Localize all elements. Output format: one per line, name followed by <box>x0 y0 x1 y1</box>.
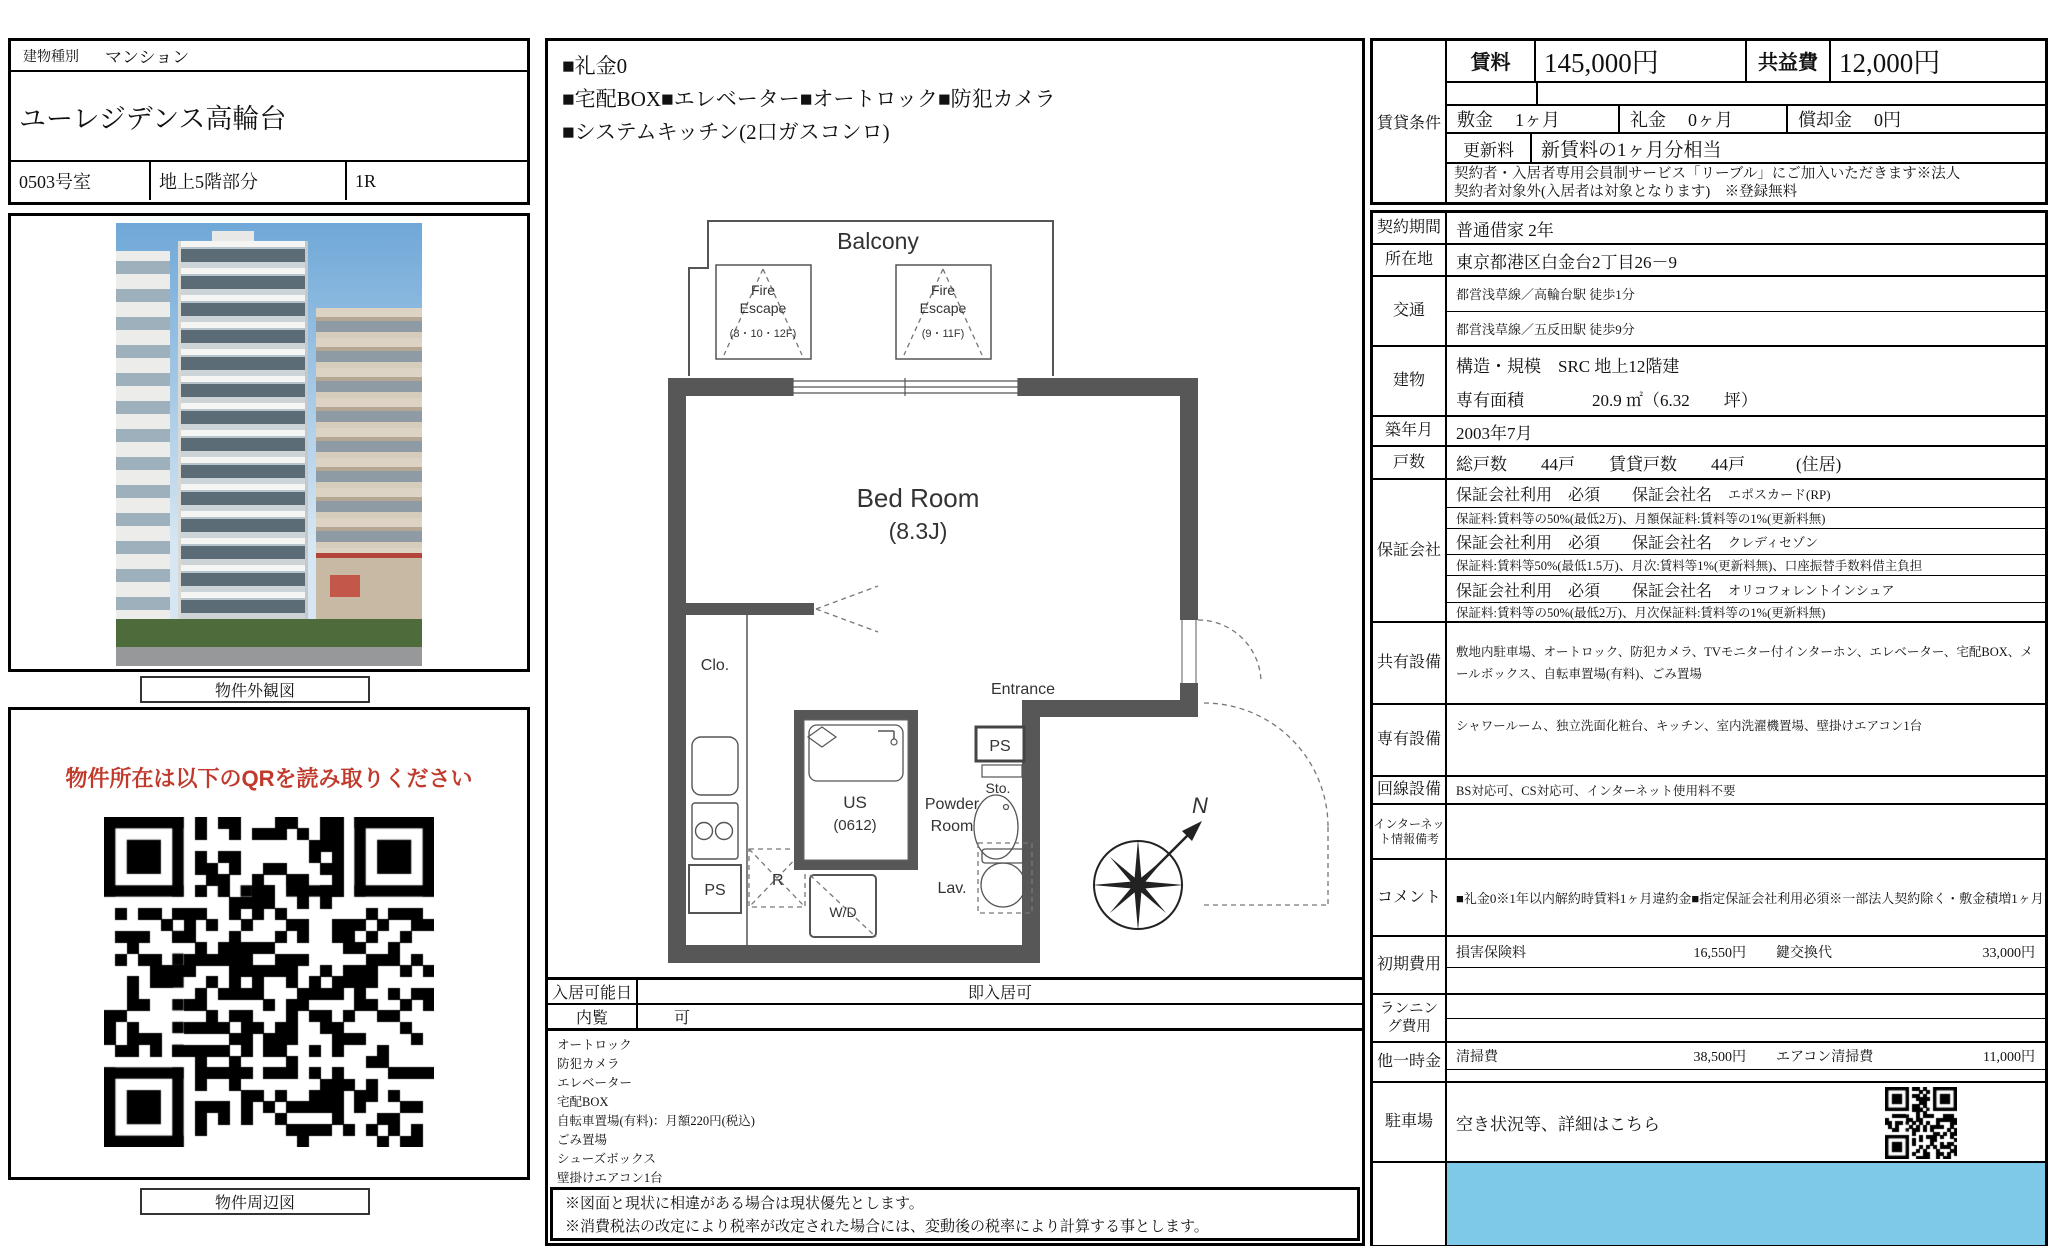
guarantor-3-company: オリコフォレントインシュア <box>1728 582 1895 598</box>
footnote-line: ※図面と現状に相違がある場合は現状優先とします。 <box>565 1196 924 1212</box>
private-facilities-label: 専有設備 <box>1373 705 1447 775</box>
highlight-cell <box>1447 1163 2045 1245</box>
svg-text:Lav.: Lav. <box>937 880 967 897</box>
common-fee-label: 共益費 <box>1747 41 1831 81</box>
initial-cost-row <box>1373 935 2045 993</box>
running-cost-blank-2 <box>1447 1018 2045 1042</box>
cleaning-label: 清掃費 <box>1456 1050 1498 1065</box>
window <box>793 378 1018 396</box>
building-type-row <box>11 41 527 72</box>
running-cost-blank-1 <box>1447 995 2045 1018</box>
building-structure: 構造・規模 SRC 地上12階建 <box>1456 356 1680 376</box>
shared-facilities-label: 共有設備 <box>1373 623 1447 703</box>
building-label: 建物 <box>1373 347 1447 415</box>
other-cost-items <box>1447 1043 2045 1069</box>
details-panel <box>1370 38 2048 1246</box>
rent-value: 145,000円 <box>1536 41 1747 81</box>
guarantor-1-main: 保証会社利用 必須 保証会社名 エポスカード(RP) <box>1447 480 2045 507</box>
viewing-row <box>548 1005 1362 1031</box>
washer-dryer <box>810 875 876 937</box>
deposit-label: 敷金 <box>1457 110 1493 131</box>
balcony-label: Balcony <box>837 228 919 254</box>
detail-table <box>1370 210 2048 1246</box>
photo-building-main <box>178 241 308 619</box>
svg-text:W/D: W/D <box>829 904 857 920</box>
built-date-label: 築年月 <box>1373 417 1447 445</box>
exterior-caption: 物件外観図 <box>140 676 370 703</box>
fire-escape-hatch-2 <box>896 265 991 359</box>
building-row <box>1373 345 2045 415</box>
photo-shop-sign <box>330 575 360 597</box>
viewing-value: 可 <box>674 1010 691 1027</box>
room-info-row <box>11 162 527 200</box>
storage-shelf <box>982 765 1022 777</box>
key-exchange-price: 33,000円 <box>1982 946 2035 961</box>
move-in-label: 入居可能日 <box>548 980 638 1003</box>
svg-text:Escape: Escape <box>739 300 787 316</box>
rental-conditions-label: 賃貸条件 <box>1373 41 1447 202</box>
guarantor-3-main: 保証会社利用 必須 保証会社名 オリコフォレントインシュア <box>1447 575 2045 602</box>
deposit-row <box>1447 106 2045 135</box>
pipe-space-right-label: PS <box>989 738 1011 755</box>
line-facilities-value: BS対応可、CS対応可、インターネット使用料不要 <box>1456 784 1736 798</box>
key-money-cell <box>1620 106 1788 133</box>
equipment-item: ごみ置場 <box>557 1133 608 1147</box>
fire-escape-hatch-1 <box>716 265 811 359</box>
qr-panel <box>8 707 530 1180</box>
room-number: 0503号室 <box>11 162 151 200</box>
building-area: 専有面積 20.9 ㎡（6.32 坪） <box>1456 390 1758 410</box>
private-facilities-value: シャワールーム、独立洗面化粧台、キッチン、室内洗濯機置場、壁掛けエアコン1台 <box>1456 719 1923 733</box>
line-facilities-row <box>1373 775 2045 803</box>
insurance-price: 16,550円 <box>1693 946 1746 961</box>
storage-label: Sto. <box>985 780 1011 796</box>
other-cost-label: 他一時金 <box>1373 1043 1447 1081</box>
renewal-label: 更新料 <box>1447 134 1532 162</box>
rent-row <box>1447 41 2045 83</box>
svg-text:Escape: Escape <box>919 300 967 316</box>
kitchen-fixtures <box>692 737 738 859</box>
contract-label: 契約期間 <box>1373 213 1447 243</box>
photo-hedge <box>116 619 422 647</box>
floor-info: 地上5階部分 <box>151 162 347 200</box>
contract-row <box>1373 213 2045 243</box>
entrance-door <box>1180 620 1328 905</box>
equipment-item: 壁掛けエアコン1台 <box>557 1171 663 1185</box>
unit-count-label: 戸数 <box>1373 447 1447 478</box>
svg-text:(8・10・12F): (8・10・12F) <box>729 328 797 340</box>
svg-text:Fire: Fire <box>750 282 776 298</box>
compass-rose <box>1092 793 1208 931</box>
rental-conditions <box>1370 38 2048 205</box>
insurance-label: 損害保険料 <box>1456 946 1526 961</box>
svg-text:US: US <box>843 793 867 812</box>
cleaning-price: 38,500円 <box>1693 1050 1746 1065</box>
running-cost-row <box>1373 993 2045 1041</box>
building-type-value: マンション <box>105 48 190 67</box>
transport-row <box>1373 275 2045 345</box>
equipment-item: 宅配BOX <box>557 1095 609 1109</box>
highlight-row <box>1373 1161 2045 1245</box>
qr-instruction-text: 物件所在は以下のQRを読み取りください <box>65 766 473 791</box>
transport-line-1: 都営浅草線／高輪台駅 徒歩1分 <box>1456 287 1635 303</box>
photo-road <box>116 647 422 666</box>
membership-note: 契約者・入居者専用会員制サービス「リーブル」にご加入いただきます※法人 契約者対象外(入居者は対象となります) ※登録無料 <box>1454 166 1961 200</box>
parking-row <box>1373 1081 2045 1161</box>
equipment-list <box>557 1036 755 1188</box>
unit-count-row <box>1373 445 2045 478</box>
transport-line-2: 都営浅草線／五反田駅 徒歩9分 <box>1447 311 2045 346</box>
feature-highlights <box>548 41 1362 149</box>
guarantor-1-company: エポスカード(RP) <box>1728 486 1831 502</box>
powder-room-label-1: Powder <box>924 796 980 813</box>
renewal-row <box>1447 134 2045 164</box>
comment-value: ■礼金0※1年以内解約時賃料1ヶ月違約金■指定保証会社利用必須※一部法人契約除く・敷金積増1ヶ月 <box>1456 891 2044 906</box>
location-row <box>1373 243 2045 275</box>
viewing-label: 内覧 <box>548 1005 638 1028</box>
unit-bath <box>794 710 918 870</box>
key-money-value: 0ヶ月 <box>1688 110 1733 131</box>
renewal-value: 新賃料の1ヶ月分相当 <box>1541 139 1722 161</box>
bedroom-size-label: (8.3J) <box>888 518 948 544</box>
feature-line-2: ■宅配BOX■エレベーター■オートロック■防犯カメラ <box>562 87 1056 111</box>
internet-note-row <box>1373 803 2045 858</box>
exterior-photo <box>116 223 422 666</box>
equipment-item: エレベーター <box>557 1076 633 1090</box>
highlight-row-label <box>1373 1163 1447 1245</box>
equipment-item: 防犯カメラ <box>557 1057 620 1071</box>
guarantor-2-company: クレディセゾン <box>1728 534 1818 550</box>
exterior-photo-frame <box>8 213 530 672</box>
closet-label: Clo. <box>700 657 730 674</box>
parking-label: 駐車場 <box>1373 1083 1447 1161</box>
entrance-label: Entrance <box>990 681 1056 698</box>
guarantor-2-main: 保証会社利用 必須 保証会社名 クレディセゾン <box>1447 528 2045 555</box>
location-value: 東京都港区白金台2丁目26－9 <box>1456 252 1677 272</box>
equipment-item: オートロック <box>557 1038 632 1052</box>
layout-type: 1R <box>355 170 377 191</box>
photo-building-left <box>116 251 170 619</box>
location-label: 所在地 <box>1373 245 1447 275</box>
initial-cost-blank <box>1447 967 2045 993</box>
footnote-line: ※消費税法の改定により税率が改定された場合には、変動後の税率により計算する事とします。 <box>565 1219 1209 1235</box>
qr-code-location <box>104 817 434 1147</box>
internet-note-value <box>1447 805 2045 858</box>
svg-text:(9・11F): (9・11F) <box>921 328 965 340</box>
amortization-cell <box>1788 106 2045 133</box>
initial-cost-label: 初期費用 <box>1373 937 1447 993</box>
amortization-label: 償却金 <box>1798 110 1852 131</box>
rent-label: 賃料 <box>1447 41 1536 81</box>
footnotes <box>550 1187 1360 1241</box>
guarantor-3-note: 保証料:賃料等の50%(最低2万)、月次保証料:賃料等の1%(更新料無) <box>1447 602 2045 621</box>
unit-count-value: 総戸数 44戸 賃貸戸数 44戸 (住居) <box>1456 455 1842 474</box>
map-caption: 物件周辺図 <box>140 1188 370 1215</box>
other-cost-blank <box>1447 1069 2045 1081</box>
north-label: N <box>1192 793 1208 818</box>
bedroom-label: Bed Room <box>856 483 980 513</box>
guarantor-1-note: 保証料:賃料等の50%(最低2万)、月額保証料:賃料等の1%(更新料無) <box>1447 507 2045 528</box>
key-money-label: 礼金 <box>1630 110 1666 131</box>
built-date-row <box>1373 415 2045 445</box>
shared-facilities-row <box>1373 621 2045 703</box>
feature-line-3: ■システムキッチン(2口ガスコンロ) <box>562 120 890 144</box>
guarantor-label: 保証会社 <box>1373 480 1447 621</box>
internet-note-label: インターネット情報備考 <box>1373 805 1447 858</box>
property-header <box>8 38 530 205</box>
closet-wall <box>686 603 814 615</box>
amortization-value: 0円 <box>1874 110 1901 131</box>
building-type-label: 建物種別 <box>23 49 79 65</box>
contract-value: 普通借家 2年 <box>1456 220 1554 240</box>
powder-room-label-2: Room <box>930 818 974 835</box>
svg-text:R: R <box>772 872 784 889</box>
guarantor-2-note: 保証料:賃料等50%(最低1.5万)、月次:賃料等1%(更新料無)、口座振替手数料借主負担 <box>1447 554 2045 575</box>
qr-code-parking <box>1885 1087 1957 1159</box>
svg-text:Fire: Fire <box>930 282 956 298</box>
pipe-space-left-label: PS <box>704 882 726 899</box>
private-facilities-row <box>1373 703 2045 775</box>
closet-door <box>816 586 878 632</box>
parking-value: 空き状況等、詳細はこちら <box>1456 1114 1660 1134</box>
guarantor-row <box>1373 478 2045 621</box>
built-date-value: 2003年7月 <box>1456 423 1533 443</box>
ac-cleaning-label: エアコン清掃費 <box>1776 1050 1874 1065</box>
ac-cleaning-price: 11,000円 <box>1983 1050 2035 1065</box>
floor-plan <box>548 205 1362 975</box>
key-exchange-label: 鍵交換代 <box>1776 946 1832 961</box>
deposit-value: 1ヶ月 <box>1515 110 1560 131</box>
other-cost-row <box>1373 1041 2045 1081</box>
comment-label: コメント <box>1373 860 1447 935</box>
initial-cost-items <box>1447 937 2045 967</box>
photo-building-right <box>316 308 422 556</box>
rental-blank-row <box>1447 83 2045 106</box>
deposit-cell <box>1447 106 1620 133</box>
shared-facilities-value: 敷地内駐車場、オートロック、防犯カメラ、TVモニター付インターホン、エレベーター、宅配BOX、メールボックス、自転車置場(有料)、ごみ置場 <box>1456 644 2033 681</box>
lavatory <box>937 843 1032 913</box>
comment-row <box>1373 858 2045 935</box>
move-in-value: 即入居可 <box>967 985 1032 1002</box>
svg-text:(0612): (0612) <box>833 817 877 834</box>
line-facilities-label: 回線設備 <box>1373 777 1447 803</box>
running-cost-label: ランニング費用 <box>1373 995 1447 1041</box>
floorplan-panel <box>545 38 1365 1246</box>
feature-line-1: ■礼金0 <box>562 54 628 78</box>
building-name: ユーレジデンス高輪台 <box>11 72 527 162</box>
equipment-item: 自転車置場(有料)：月額220円(税込) <box>557 1114 755 1128</box>
common-fee-value: 12,000円 <box>1839 48 1941 79</box>
move-in-row <box>548 977 1362 1005</box>
transport-label: 交通 <box>1373 277 1447 345</box>
equipment-item: シューズボックス <box>557 1152 657 1166</box>
